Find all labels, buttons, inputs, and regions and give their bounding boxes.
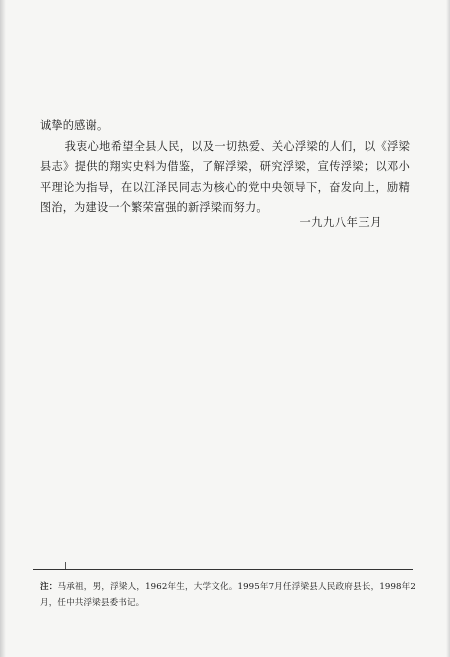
footnote-label: 注： <box>40 582 58 592</box>
scan-shadow-right <box>446 0 450 657</box>
continued-line: 诚挚的感谢。 <box>40 119 109 132</box>
signature-date: 一九九八年三月 <box>299 216 382 229</box>
footnote-text: 马承祖，男，浮梁人，1962年生，大学文化。1995年7月任浮梁县人民政府县长，1998年2月，任中共浮梁县委书记。 <box>40 582 417 608</box>
footnote <box>40 579 416 611</box>
body-text <box>40 116 410 219</box>
closing-paragraph: 我衷心地希望全县人民，以及一切热爱、关心浮梁的人们，以《浮梁县志》提供的翔实史料为借鉴，了解浮梁，研究浮梁，宣传浮梁；以邓小平理论为指导，在以江泽民同志为核心的党中央领导下，奋发向上，励精图治，为建设一个繁荣富强的新浮梁而努力。 <box>40 139 410 214</box>
scan-shadow-left <box>0 0 6 657</box>
footnote-divider <box>33 569 413 570</box>
